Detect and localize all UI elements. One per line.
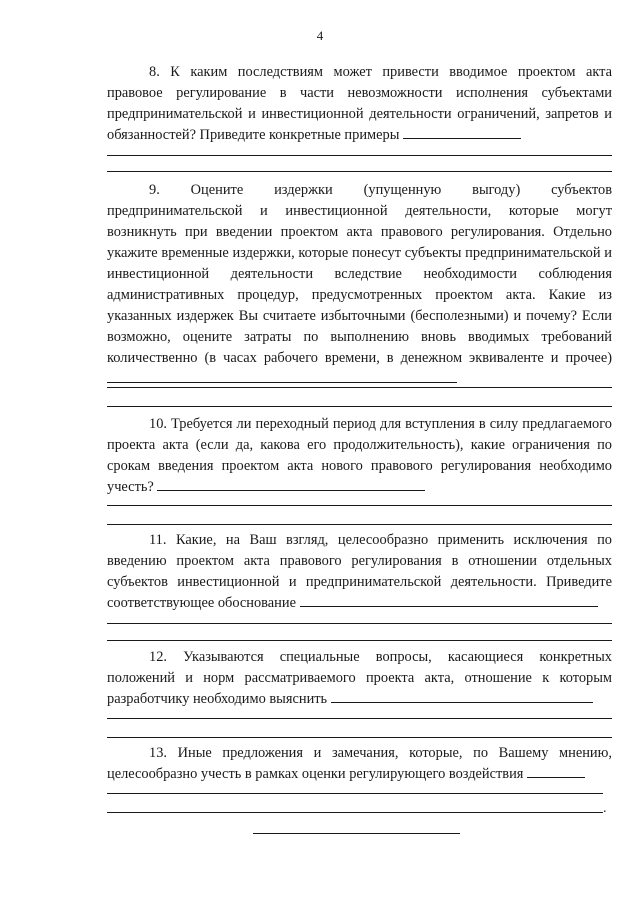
question-10-answer-blank[interactable]	[157, 477, 425, 491]
question-10-answer-line-1[interactable]	[107, 505, 612, 506]
closing-separator-line	[253, 833, 460, 834]
question-13-answer-blank[interactable]	[527, 764, 585, 778]
question-10	[107, 414, 612, 498]
page-number: 4	[316, 28, 324, 43]
question-13-answer-line-2[interactable]	[107, 812, 603, 813]
question-13-text: 13. Иные предложения и замечания, которые, по Вашему мнению, целесообразно учесть в рамках оценки регулирующего воздействия	[107, 745, 612, 782]
question-10-answer-line-2[interactable]	[107, 524, 612, 525]
question-12-text: 12. Указываются специальные вопросы, касающиеся конкретных положений и норм рассматриваемого проекта акта, отношение к которым разработчику необходимо выяснить	[107, 649, 612, 707]
question-13	[107, 743, 612, 785]
question-11-answer-blank[interactable]	[300, 593, 598, 607]
question-8-answer-line-2[interactable]	[107, 171, 612, 172]
question-11-answer-line-1[interactable]	[107, 623, 612, 624]
question-13-answer-line-1[interactable]	[107, 793, 603, 794]
question-11-answer-line-2[interactable]	[107, 640, 612, 641]
question-12-answer-line-1[interactable]	[107, 718, 612, 719]
question-11-text: 11. Какие, на Ваш взгляд, целесообразно применить исключения по введению проектом акта правового регулирования в отношении отдельных субъектов инвестиционной и предпринимательской деятельности. Приведите соответствующее обоснование	[107, 532, 612, 611]
closing-period: .	[603, 801, 607, 816]
question-10-text: 10. Требуется ли переходный период для вступления в силу предлагаемого проекта акта (если да, какова его продолжительность), какие ограничения по срокам введения проектом акта нового правового регулирования необходимо учесть?	[107, 416, 612, 495]
question-9	[107, 180, 612, 390]
question-8-answer-blank[interactable]	[403, 125, 521, 139]
question-12-answer-line-2[interactable]	[107, 737, 612, 738]
question-8	[107, 62, 612, 146]
question-9-text: 9. Оцените издержки (упущенную выгоду) субъектов предпринимательской и инвестиционной деятельности, которые могут возникнуть при введении проектом акта правового регулирования. Отдельно укажите временные издержки, которые понесут субъекты предпринимательской и инвестиционной деятельности вследствие необходимости соблюдения административных процедур, предусмотренных проектом акта. Какие из указанных издержек Вы считаете избыточными (бесполезными) и почему? Если возможно, оцените затраты по выполнению вновь вводимых требований количественно (в часах рабочего времени, в денежном эквиваленте и прочее)	[107, 182, 612, 366]
question-12-answer-blank[interactable]	[331, 689, 593, 703]
question-9-answer-line-1[interactable]	[107, 387, 612, 388]
question-9-answer-blank[interactable]	[107, 369, 457, 383]
question-11	[107, 530, 612, 614]
question-9-answer-line-2[interactable]	[107, 406, 612, 407]
question-12	[107, 647, 612, 710]
question-8-text: 8. К каким последствиям может привести вводимое проектом акта правовое регулирование в части невозможности исполнения субъектами предпринимательской и инвестиционной деятельности ограничений, запретов и обязанностей? Приведите конкретные примеры	[107, 64, 612, 143]
question-8-answer-line-1[interactable]	[107, 155, 612, 156]
